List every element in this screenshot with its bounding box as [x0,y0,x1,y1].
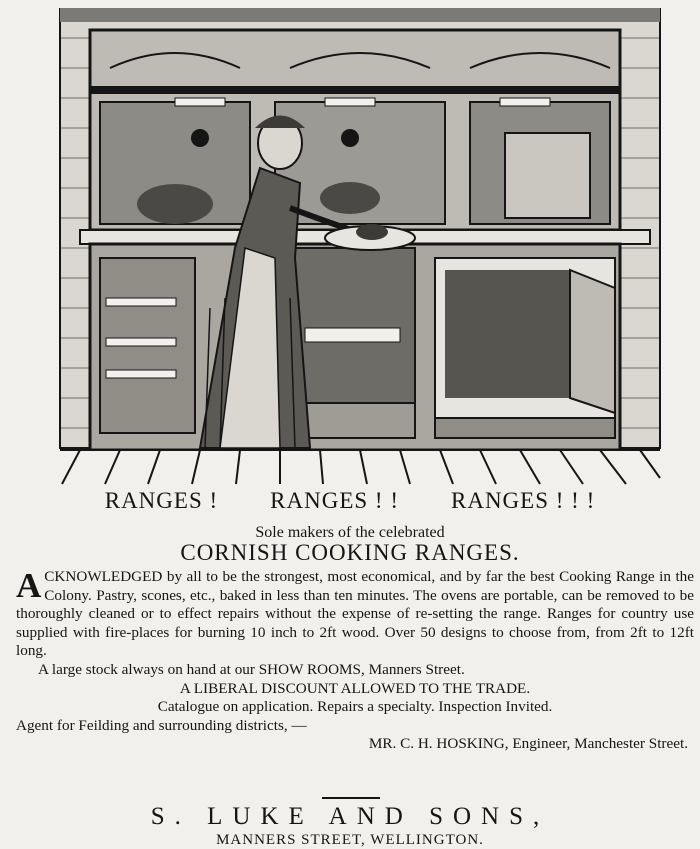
main-paragraph-text: CKNOWLEDGED by all to be the strongest, most economical, and by far the best Cooking Range in the Colony. Pastry, scones, etc., baked in less than ten minutes. The ovens are portable, can be removed to be thoroughly cleaned or to effect repairs without the expense of re-setting the range. Ranges for country use supplied with fire-places for burning 10 inch to 2ft wood. Over 50 designs to choose from, from 2ft to 12ft long. [16,568,694,660]
drop-cap: A [16,566,42,605]
stock-line: A large stock always on hand at our SHOW ROOMS, Manners Street. [38,660,465,678]
headline [0,488,700,514]
agent-name: MR. C. H. HOSKING, Engineer, Manchester Street. [368,735,688,753]
firm-name: S. LUKE AND SONS, [150,803,550,830]
headline-ranges-3: RANGES ! ! ! [451,488,596,513]
cooking-range-illustration [40,8,665,486]
product-title: CORNISH COOKING RANGES. [180,540,520,565]
main-paragraph [16,568,694,661]
divider-rule [322,797,380,799]
catalogue-line: Catalogue on application. Repairs a specialty. Inspection Invited. [157,698,553,716]
discount-line: A LIBERAL DISCOUNT ALLOWED TO THE TRADE. [179,679,531,697]
advert-body [16,568,694,754]
headline-ranges-1: RANGES ! [104,488,219,513]
headline-ranges-2: RANGES ! ! [270,488,399,513]
subhead: Sole makers of the celebrated [255,524,445,541]
agent-line: Agent for Feilding and surrounding districts, — [16,716,307,734]
firm-address: MANNERS STREET, WELLINGTON. [216,832,484,848]
